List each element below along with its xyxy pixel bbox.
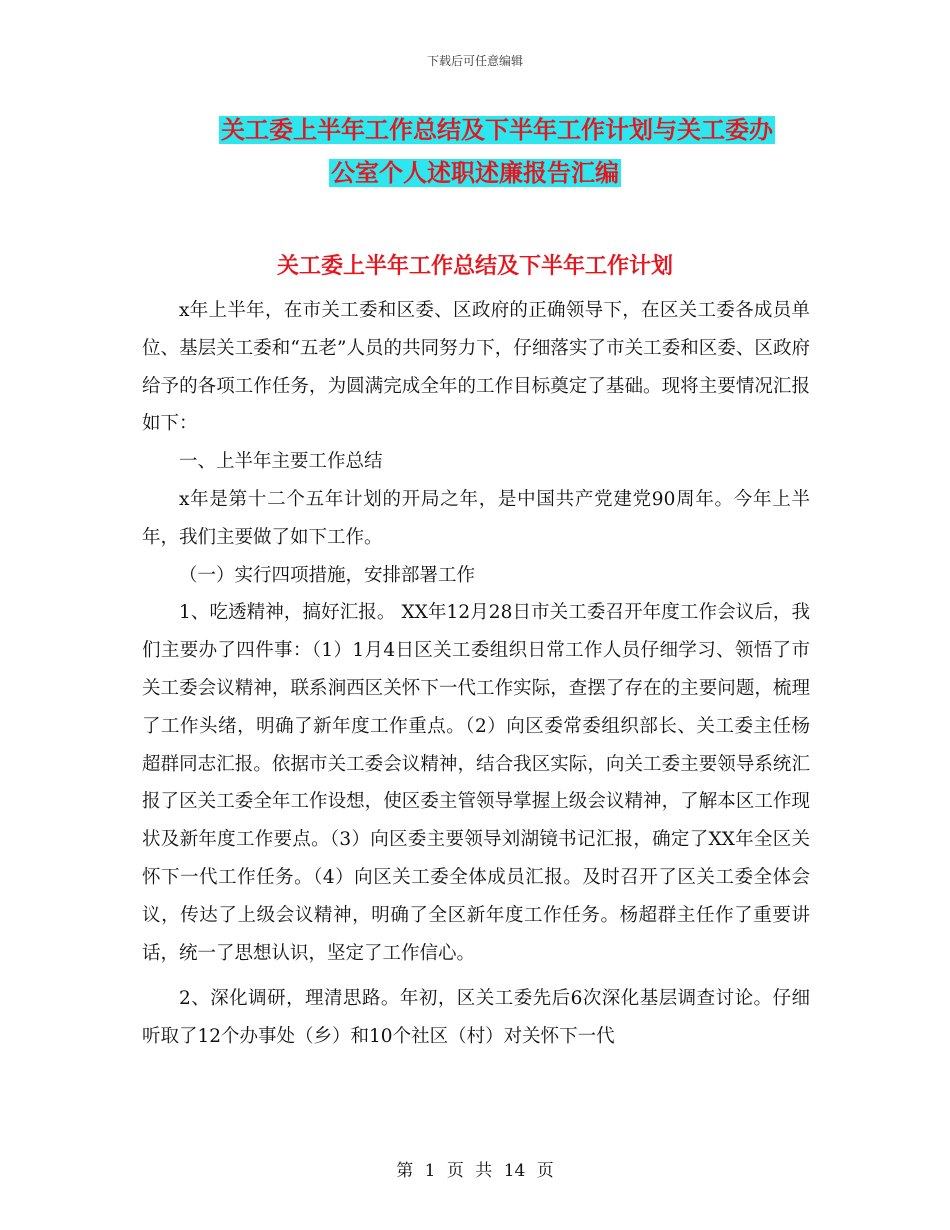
paragraph-intro: x年上半年，在市关工委和区委、区政府的正确领导下，在区关工委各成员单位、基层关工委和“五老”人员的共同努力下，仔细落实了市关工委和区委、区政府给予的各项工作任务，为圆满完成全年的工作目标奠定了基础。现将主要情况汇报如下： [142, 300, 810, 435]
paragraph-overview: x年是第十二个五年计划的开局之年，是中国共产党建党90周年。今年上半年，我们主要做了如下工作。 [142, 488, 810, 548]
document-body [142, 292, 810, 1056]
header-note: 下载后可任意编辑 [426, 54, 523, 68]
document-title-line1 [22, 113, 950, 147]
section-title: 关工委上半年工作总结及下半年工作计划 [276, 254, 673, 279]
page-footer: 第 1 页 共 14 页 [396, 1161, 554, 1181]
title-line1-text: 关工委上半年工作总结及下半年工作计划与关工委办 [221, 116, 773, 144]
title-line2-text: 公室个人述职述廉报告汇编 [331, 159, 619, 187]
paragraph-subheading-1: （一）实行四项措施，安排部署工作 [179, 564, 476, 586]
paragraph-item-2: 2、深化调研，理清思路。年初，区关工委先后6次深化基层调查讨论。仔细听取了12个办事处（乡）和10个社区（村）对关怀下一代 [142, 988, 810, 1048]
document-title-line2 [0, 156, 950, 190]
paragraph-heading-1: 一、上半年主要工作总结 [179, 451, 383, 473]
paragraph-item-1: 1、吃透精神，搞好汇报。 XX年12月28日市关工委召开年度工作会议后，我们主要办了四件事：（1）1月4日区关工委组织日常工作人员仔细学习、领悟了市关工委会议精神，联系涧西区关怀下一代工作实际，查摆了存在的主要问题，梳理了工作头绪，明确了新年度工作重点。（2）向区委常委组织部长、关工委主任杨超群同志汇报。依据市关工委会议精神，结合我区实际，向关工委主要领导系统汇报了区关工委全年工作设想，使区委主管领导掌握上级会议精神，了解本区工作现状及新年度工作要点。（3）向区委主要领导刘湖镜书记汇报，确定了XX年全区关怀下一代工作任务。（4）向区关工委全体成员汇报。及时召开了区关工委全体会议，传达了上级会议精神，明确了全区新年度工作任务。杨超群主任作了重要讲话，统一了思想认识，坚定了工作信心。 [142, 602, 810, 964]
